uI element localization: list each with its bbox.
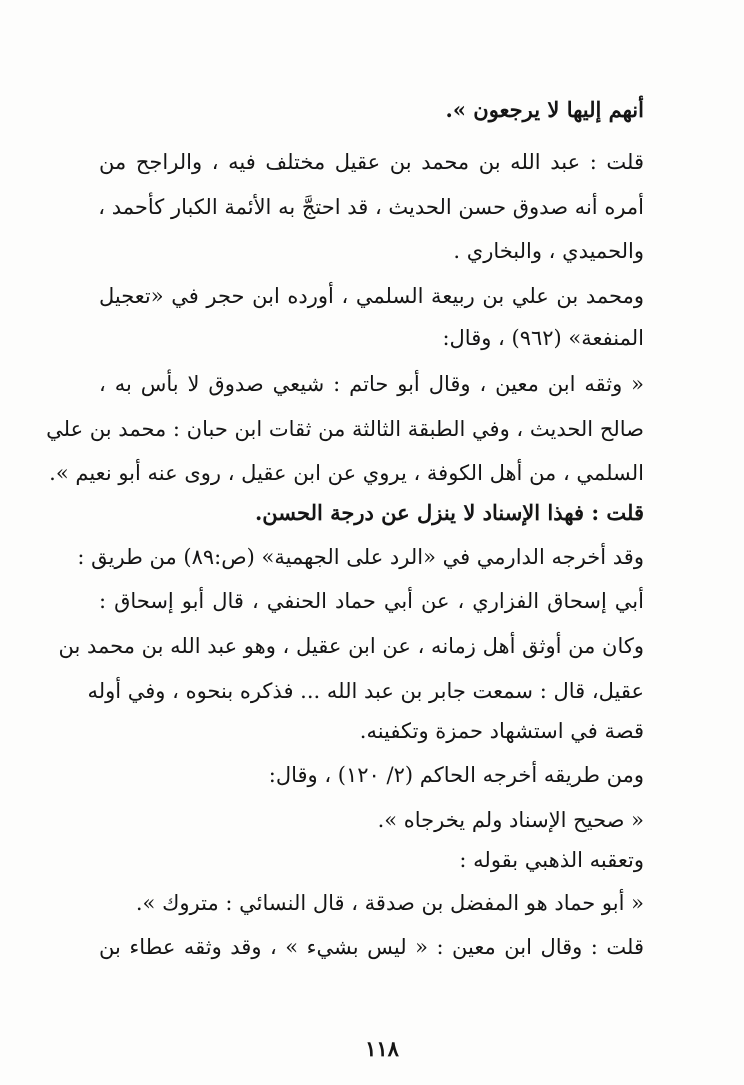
text-line: قلت : فهذا الإسناد لا ينزل عن درجة الحسن. — [255, 500, 644, 525]
text-line: وقد أخرجه الدارمي في «الرد على الجهمية» (ص:٨٩) من طريق : — [77, 545, 644, 569]
text-line: وتعقبه الذهبي بقوله : — [459, 848, 644, 872]
text-line: أبي إسحاق الفزاري ، عن أبي حماد الحنفي ، قال أبو إسحاق : — [99, 589, 644, 613]
text-line: « صحيح الإسناد ولم يخرجاه ». — [377, 808, 644, 832]
text-line: قلت : وقال ابن معين : « ليس بشيء » ، وقد وثقه عطاء بن — [99, 935, 644, 959]
text-line: ومحمد بن علي بن ربيعة السلمي ، أورده ابن حجر في «تعجيل — [99, 284, 644, 308]
text-line: وكان من أوثق أهل زمانه ، عن ابن عقيل ، وهو عبد الله بن محمد بن — [58, 634, 644, 658]
text-line: قلت : عبد الله بن محمد بن عقيل مختلف فيه ، والراجح من — [99, 150, 644, 174]
text-line: السلمي ، من أهل الكوفة ، يروي عن ابن عقيل ، روى عنه أبو نعيم ». — [49, 461, 644, 485]
text-line: والحميدي ، والبخاري . — [453, 239, 644, 263]
page-number: ١١٨ — [365, 1036, 399, 1061]
text-line: « وثقه ابن معين ، وقال أبو حاتم : شيعي صدوق لا بأس به ، — [99, 372, 644, 396]
text-line: ومن طريقه أخرجه الحاكم (٢/ ١٢٠) ، وقال: — [268, 763, 644, 787]
text-line: « أبو حماد هو المفضل بن صدقة ، قال النسائي : متروك ». — [135, 891, 644, 915]
text-line: قصة في استشهاد حمزة وتكفينه. — [359, 719, 644, 743]
text-line: أنهم إليها لا يرجعون ». — [445, 97, 644, 122]
text-line: المنفعة» (٩٦٢) ، وقال: — [442, 326, 644, 350]
text-line: صالح الحديث ، وفي الطبقة الثالثة من ثقات ابن حبان : محمد بن علي — [46, 417, 644, 441]
text-line: أمره أنه صدوق حسن الحديث ، قد احتجَّ به الأئمة الكبار كأحمد ، — [98, 195, 644, 219]
text-line: عقيل، قال : سمعت جابر بن عبد الله ... فذكره بنحوه ، وفي أوله — [87, 679, 644, 703]
